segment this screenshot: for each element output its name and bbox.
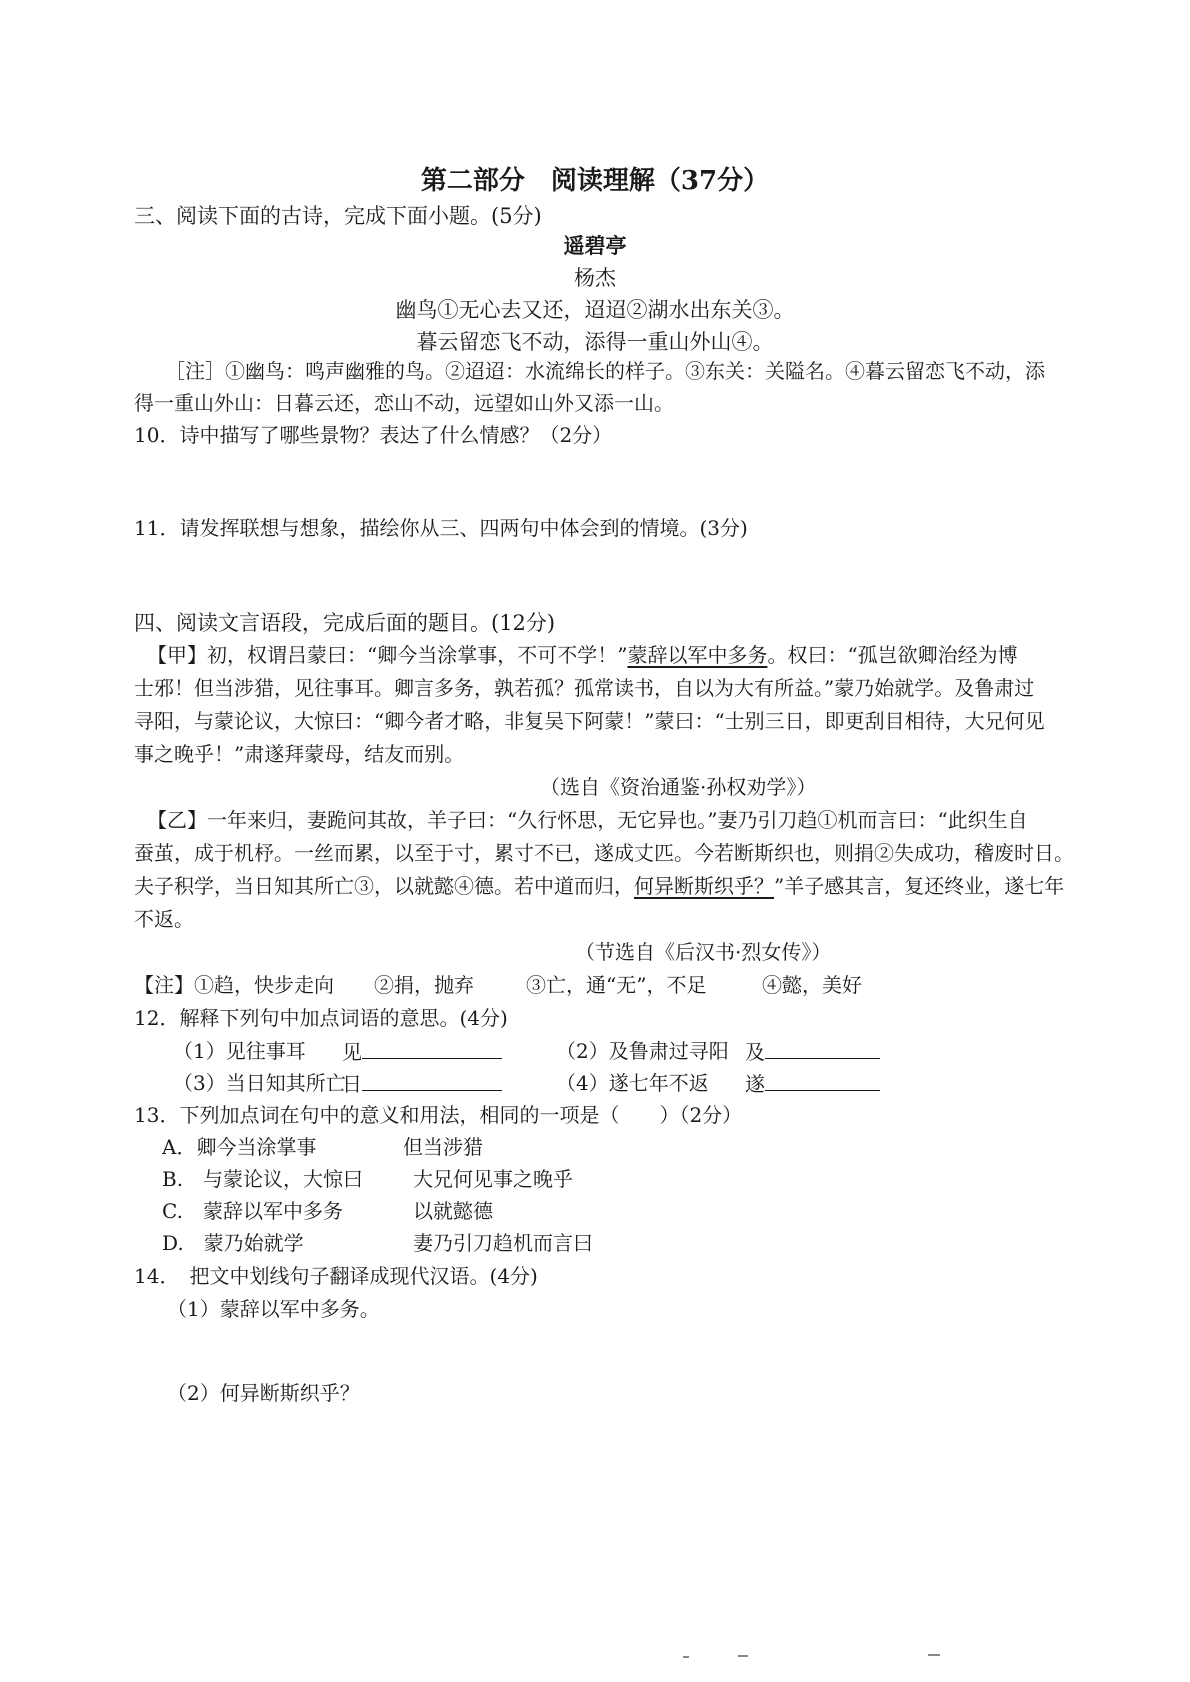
q13-option-a-left: A．卿今当涂掌事 (162, 1135, 317, 1159)
passage-yi-line-2: 蚕茧，成于机杼。一丝而累，以至于寸，累寸不已，遂成丈匹。今若断斯织也，则捐②失成功，稽废时日。 (134, 841, 1074, 865)
question-10: 10．诗中描写了哪些景物？表达了什么情感？（2分） (134, 423, 613, 447)
passage-notes (134, 970, 334, 1000)
q13-option-d-left: D. 蒙乃始就学 (162, 1231, 304, 1255)
q12-item-1: （1）见往事耳 (173, 1039, 306, 1063)
q12-char-4 (745, 1068, 880, 1099)
notes-label: 【注】 (134, 973, 194, 997)
note-4: ④懿，美好 (762, 973, 862, 997)
poem-note-line-2: 得一重山外山：日暮云还，恋山不动，远望如山外又添一山。 (134, 391, 674, 415)
q12-item-4: （4）遂七年不返 (556, 1071, 709, 1095)
note-1: ①趋，快步走向 (194, 973, 334, 997)
poem-title: 遥碧亭 (563, 233, 627, 258)
answer-blank-1[interactable] (362, 1036, 502, 1059)
question-11: 11．请发挥联想与想象，描绘你从三、四两句中体会到的情境。(3分) (134, 516, 748, 540)
passage-yi-text: ”羊子感其言，复还终业，遂七年 (774, 874, 1065, 898)
underlined-sentence-2: 何异断斯织乎？ (634, 874, 774, 898)
scan-speck (738, 1655, 748, 1657)
underlined-sentence-1: 蒙辞以军中多务 (627, 643, 768, 667)
passage-jia-line-3: 寻阳，与蒙论议，大惊曰：“卿今者才略，非复吴下阿蒙！”蒙曰：“士别三日，即更刮目相待，大兄何见 (134, 709, 1045, 733)
q12-char-2-text: 及 (745, 1040, 765, 1064)
part-title: 第二部分 阅读理解（37分） (420, 166, 770, 196)
question-14: 14． 把文中划线句子翻译成现代汉语。(4分) (134, 1264, 538, 1288)
q13-option-b-right: 大兄何见事之晚乎 (413, 1167, 573, 1191)
poem-line-1: 幽鸟①无心去又还，迢迢②湖水出东关③。 (395, 298, 795, 322)
scan-speck (683, 1656, 689, 1658)
passage-jia-line-4: 事之晚乎！”肃遂拜蒙母，结友而别。 (134, 742, 465, 766)
q13-option-c-right: 以就懿德 (413, 1199, 493, 1223)
scan-speck (928, 1654, 940, 1656)
poem-line-2: 暮云留恋飞不动，添得一重山外山④。 (416, 330, 774, 354)
q13-option-a-right: 但当涉猎 (403, 1135, 483, 1159)
passage-jia-line-2: 士邪！但当涉猎，见往事耳。卿言多务，孰若孤？孤常读书，自以为大有所益。”蒙乃始就学。及鲁肃过 (134, 676, 1035, 700)
poem-author: 杨杰 (574, 266, 616, 290)
q12-item-2: （2）及鲁肃过寻阳 (556, 1039, 729, 1063)
q13-option-c-left: C. 蒙辞以军中多务 (162, 1199, 343, 1223)
note-2: ②捐，抛弃 (374, 973, 474, 997)
passage-jia-line-1 (147, 640, 1018, 670)
answer-blank-2[interactable] (765, 1036, 880, 1059)
section-4-heading: 四、阅读文言语段，完成后面的题目。(12分) (134, 611, 556, 635)
q12-char-2 (745, 1036, 880, 1067)
answer-blank-3[interactable] (362, 1068, 502, 1091)
q13-option-d-right: 妻乃引刀趋机而言曰 (413, 1231, 593, 1255)
passage-yi-line-1: 【乙】一年来归，妻跪问其故，羊子曰：“久行怀思，无它异也。”妻乃引刀趋①机而言曰：“此织生自 (147, 808, 1028, 832)
passage-jia-text: 【甲】初，权谓吕蒙曰：“卿今当涂掌事，不可不学！” (147, 643, 628, 667)
poem-note-line-1: ［注］①幽鸟：鸣声幽雅的鸟。②迢迢：水流绵长的样子。③东关：关隘名。④暮云留恋飞不动，添 (165, 359, 1045, 383)
q12-item-3: （3）当日知其所亡 (173, 1071, 346, 1095)
q12-char-1-text: 见 (342, 1040, 362, 1064)
passage-jia-source: （选自《资治通鉴·孙权劝学》） (540, 775, 817, 799)
q14-sentence-2: （2）何异断斯织乎？ (167, 1381, 360, 1405)
question-13: 13．下列加点词在句中的意义和用法，相同的一项是（ ）（2分） (134, 1103, 743, 1127)
note-3: ③亡，通“无”，不足 (526, 973, 707, 997)
question-12: 12．解释下列句中加点词语的意思。(4分) (134, 1006, 508, 1030)
answer-blank-4[interactable] (765, 1068, 880, 1091)
passage-yi-text: 夫子积学，当日知其所亡③，以就懿④德。若中道而归， (134, 874, 634, 898)
passage-yi-line-4: 不返。 (134, 907, 194, 931)
passage-yi-source: （节选自《后汉书·烈女传》） (575, 940, 832, 964)
q12-char-3-text: 日 (342, 1072, 362, 1096)
passage-yi-line-3 (134, 871, 1064, 901)
q14-sentence-1: （1）蒙辞以军中多务。 (167, 1297, 380, 1321)
q12-char-1 (342, 1036, 502, 1067)
passage-jia-text: 。权曰：“孤岂欲卿治经为博 (767, 643, 1018, 667)
q12-char-4-text: 遂 (745, 1072, 765, 1096)
section-3-heading: 三、阅读下面的古诗，完成下面小题。(5分) (134, 204, 542, 228)
q12-char-3 (342, 1068, 502, 1099)
q13-option-b-left: B. 与蒙论议，大惊曰 (162, 1167, 364, 1191)
